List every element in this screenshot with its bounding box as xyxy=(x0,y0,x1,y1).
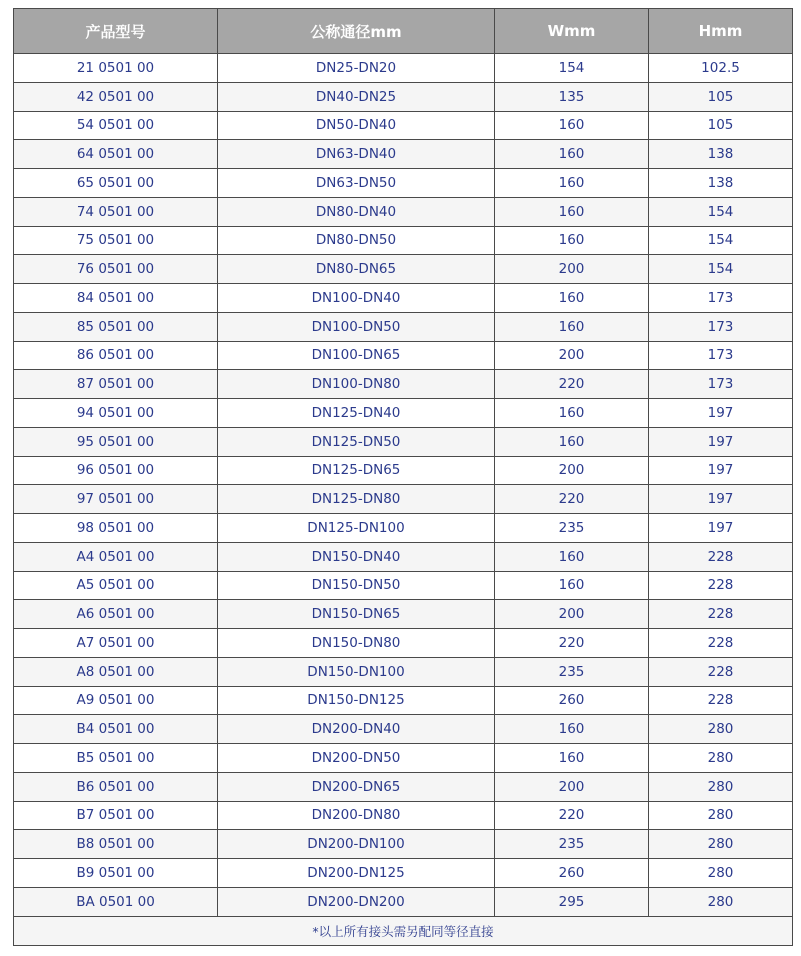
table-row xyxy=(14,370,793,399)
cell-width: 295 xyxy=(495,887,649,916)
cell-nominal-diameter: DN125-DN50 xyxy=(218,427,495,456)
cell-nominal-diameter: DN150-DN65 xyxy=(218,600,495,629)
cell-width: 200 xyxy=(495,772,649,801)
cell-height: 228 xyxy=(649,657,793,686)
table-row xyxy=(14,197,793,226)
table-row xyxy=(14,629,793,658)
cell-width: 220 xyxy=(495,629,649,658)
table-row xyxy=(14,341,793,370)
cell-nominal-diameter: DN63-DN40 xyxy=(218,140,495,169)
cell-nominal-diameter: DN63-DN50 xyxy=(218,169,495,198)
cell-model: A9 0501 00 xyxy=(14,686,218,715)
cell-height: 280 xyxy=(649,887,793,916)
cell-nominal-diameter: DN200-DN125 xyxy=(218,859,495,888)
cell-height: 173 xyxy=(649,341,793,370)
cell-height: 197 xyxy=(649,427,793,456)
cell-width: 235 xyxy=(495,657,649,686)
cell-width: 235 xyxy=(495,514,649,543)
cell-nominal-diameter: DN125-DN80 xyxy=(218,485,495,514)
cell-height: 138 xyxy=(649,140,793,169)
cell-model: B8 0501 00 xyxy=(14,830,218,859)
cell-width: 260 xyxy=(495,859,649,888)
table-row xyxy=(14,140,793,169)
cell-nominal-diameter: DN150-DN80 xyxy=(218,629,495,658)
cell-width: 200 xyxy=(495,600,649,629)
table-row xyxy=(14,830,793,859)
table-row xyxy=(14,399,793,428)
cell-model: B9 0501 00 xyxy=(14,859,218,888)
cell-width: 160 xyxy=(495,571,649,600)
cell-height: 154 xyxy=(649,197,793,226)
cell-nominal-diameter: DN125-DN65 xyxy=(218,456,495,485)
table-row xyxy=(14,859,793,888)
table-row xyxy=(14,715,793,744)
cell-height: 197 xyxy=(649,514,793,543)
cell-width: 200 xyxy=(495,255,649,284)
header-model: 产品型号 xyxy=(14,9,218,54)
cell-height: 280 xyxy=(649,830,793,859)
cell-height: 228 xyxy=(649,571,793,600)
cell-nominal-diameter: DN80-DN40 xyxy=(218,197,495,226)
cell-nominal-diameter: DN25-DN20 xyxy=(218,54,495,83)
table-row xyxy=(14,801,793,830)
cell-model: 65 0501 00 xyxy=(14,169,218,198)
cell-model: 64 0501 00 xyxy=(14,140,218,169)
cell-model: BA 0501 00 xyxy=(14,887,218,916)
table-row xyxy=(14,600,793,629)
cell-model: A6 0501 00 xyxy=(14,600,218,629)
cell-width: 160 xyxy=(495,197,649,226)
table-row xyxy=(14,226,793,255)
cell-height: 138 xyxy=(649,169,793,198)
cell-width: 200 xyxy=(495,456,649,485)
table-row xyxy=(14,82,793,111)
cell-model: 76 0501 00 xyxy=(14,255,218,284)
header-height: Hmm xyxy=(649,9,793,54)
cell-height: 154 xyxy=(649,255,793,284)
cell-model: 94 0501 00 xyxy=(14,399,218,428)
cell-width: 160 xyxy=(495,399,649,428)
cell-nominal-diameter: DN200-DN100 xyxy=(218,830,495,859)
table-row xyxy=(14,169,793,198)
cell-height: 173 xyxy=(649,370,793,399)
cell-width: 135 xyxy=(495,82,649,111)
cell-width: 160 xyxy=(495,744,649,773)
cell-height: 197 xyxy=(649,456,793,485)
table-row xyxy=(14,456,793,485)
cell-model: 96 0501 00 xyxy=(14,456,218,485)
cell-nominal-diameter: DN100-DN80 xyxy=(218,370,495,399)
table-body xyxy=(14,54,793,917)
cell-model: A5 0501 00 xyxy=(14,571,218,600)
cell-height: 280 xyxy=(649,744,793,773)
table-row xyxy=(14,312,793,341)
cell-width: 235 xyxy=(495,830,649,859)
cell-nominal-diameter: DN100-DN40 xyxy=(218,284,495,313)
table-row xyxy=(14,887,793,916)
cell-height: 173 xyxy=(649,284,793,313)
cell-height: 197 xyxy=(649,485,793,514)
cell-height: 105 xyxy=(649,82,793,111)
table-row xyxy=(14,542,793,571)
cell-model: 97 0501 00 xyxy=(14,485,218,514)
cell-height: 228 xyxy=(649,600,793,629)
table-footnote-row xyxy=(14,916,793,945)
cell-nominal-diameter: DN200-DN50 xyxy=(218,744,495,773)
cell-width: 154 xyxy=(495,54,649,83)
table-row xyxy=(14,255,793,284)
cell-height: 280 xyxy=(649,801,793,830)
cell-width: 160 xyxy=(495,284,649,313)
table-row xyxy=(14,657,793,686)
cell-height: 228 xyxy=(649,629,793,658)
cell-model: 42 0501 00 xyxy=(14,82,218,111)
cell-nominal-diameter: DN150-DN40 xyxy=(218,542,495,571)
cell-width: 160 xyxy=(495,169,649,198)
cell-nominal-diameter: DN100-DN65 xyxy=(218,341,495,370)
cell-width: 200 xyxy=(495,341,649,370)
cell-height: 280 xyxy=(649,859,793,888)
header-nominal-diameter: 公称通径mm xyxy=(218,9,495,54)
cell-model: 21 0501 00 xyxy=(14,54,218,83)
cell-width: 160 xyxy=(495,226,649,255)
cell-height: 280 xyxy=(649,715,793,744)
cell-model: 95 0501 00 xyxy=(14,427,218,456)
product-spec-table xyxy=(13,8,793,946)
cell-width: 160 xyxy=(495,715,649,744)
cell-height: 105 xyxy=(649,111,793,140)
cell-nominal-diameter: DN40-DN25 xyxy=(218,82,495,111)
cell-model: 86 0501 00 xyxy=(14,341,218,370)
cell-nominal-diameter: DN80-DN65 xyxy=(218,255,495,284)
cell-height: 228 xyxy=(649,686,793,715)
cell-model: A4 0501 00 xyxy=(14,542,218,571)
table-row xyxy=(14,485,793,514)
table-row xyxy=(14,571,793,600)
cell-model: B6 0501 00 xyxy=(14,772,218,801)
cell-model: 98 0501 00 xyxy=(14,514,218,543)
cell-width: 160 xyxy=(495,111,649,140)
table-row xyxy=(14,427,793,456)
cell-model: B7 0501 00 xyxy=(14,801,218,830)
table-row xyxy=(14,54,793,83)
cell-model: 74 0501 00 xyxy=(14,197,218,226)
cell-nominal-diameter: DN150-DN50 xyxy=(218,571,495,600)
table-row xyxy=(14,284,793,313)
table-header-row xyxy=(14,9,793,54)
cell-nominal-diameter: DN200-DN80 xyxy=(218,801,495,830)
table-row xyxy=(14,514,793,543)
cell-nominal-diameter: DN150-DN100 xyxy=(218,657,495,686)
cell-model: B4 0501 00 xyxy=(14,715,218,744)
cell-height: 154 xyxy=(649,226,793,255)
header-width: Wmm xyxy=(495,9,649,54)
table-row xyxy=(14,686,793,715)
cell-nominal-diameter: DN100-DN50 xyxy=(218,312,495,341)
cell-height: 173 xyxy=(649,312,793,341)
table-footnote: *以上所有接头需另配同等径直接 xyxy=(14,916,793,945)
cell-height: 197 xyxy=(649,399,793,428)
cell-width: 260 xyxy=(495,686,649,715)
cell-model: 85 0501 00 xyxy=(14,312,218,341)
cell-model: 75 0501 00 xyxy=(14,226,218,255)
cell-model: B5 0501 00 xyxy=(14,744,218,773)
cell-nominal-diameter: DN125-DN40 xyxy=(218,399,495,428)
cell-height: 228 xyxy=(649,542,793,571)
cell-height: 102.5 xyxy=(649,54,793,83)
table-row xyxy=(14,772,793,801)
cell-width: 220 xyxy=(495,370,649,399)
cell-nominal-diameter: DN200-DN65 xyxy=(218,772,495,801)
cell-nominal-diameter: DN200-DN40 xyxy=(218,715,495,744)
cell-width: 220 xyxy=(495,801,649,830)
cell-model: A7 0501 00 xyxy=(14,629,218,658)
cell-height: 280 xyxy=(649,772,793,801)
cell-model: 84 0501 00 xyxy=(14,284,218,313)
cell-model: 54 0501 00 xyxy=(14,111,218,140)
cell-nominal-diameter: DN150-DN125 xyxy=(218,686,495,715)
cell-nominal-diameter: DN50-DN40 xyxy=(218,111,495,140)
cell-width: 220 xyxy=(495,485,649,514)
table-row xyxy=(14,744,793,773)
cell-nominal-diameter: DN200-DN200 xyxy=(218,887,495,916)
table-row xyxy=(14,111,793,140)
cell-model: 87 0501 00 xyxy=(14,370,218,399)
cell-nominal-diameter: DN125-DN100 xyxy=(218,514,495,543)
cell-model: A8 0501 00 xyxy=(14,657,218,686)
cell-width: 160 xyxy=(495,542,649,571)
cell-width: 160 xyxy=(495,312,649,341)
cell-width: 160 xyxy=(495,140,649,169)
cell-width: 160 xyxy=(495,427,649,456)
cell-nominal-diameter: DN80-DN50 xyxy=(218,226,495,255)
